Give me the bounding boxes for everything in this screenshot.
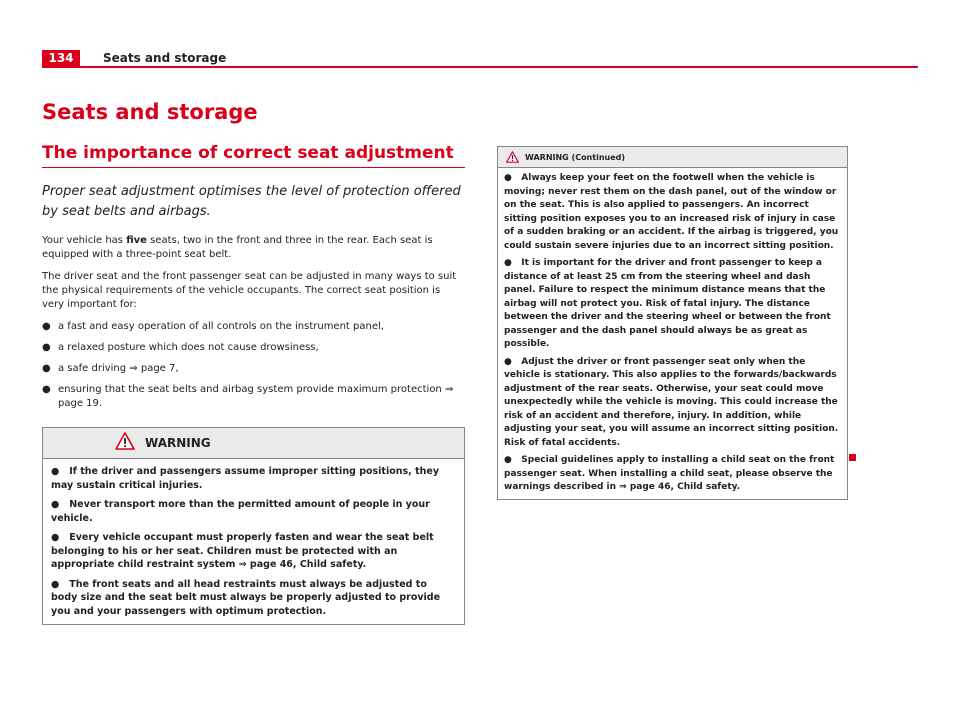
bullet-icon: ● xyxy=(51,578,60,590)
warning-item xyxy=(504,454,841,495)
warning-text: Every vehicle occupant must properly fasten and wear the seat belt belonging to his or her seat. Children must be protected with an appropriate child restraint system ⇒ page 46, Child safety. xyxy=(51,532,434,570)
warning-text: It is important for the driver and front passenger to keep a distance of at least 25 cm from the steering wheel and dash panel. Failure to respect the minimum distance means that the airbag will not protect you. Risk of fatal injury. The distance between the driver and the steering wheel or between the front passenger and the dash panel should always be as great as possible. xyxy=(504,258,831,349)
warning-item xyxy=(51,465,456,492)
warning-text: Always keep your feet on the footwell when the vehicle is moving; never rest them on the dash panel, out of the window or on the seat. This is also applied to passengers. An incorrect sitting position exposes you to an increased risk of injury in case of a sudden braking or an accident. If the airbag is triggered, you could sustain severe injuries due to an incorrect sitting position. xyxy=(504,173,839,251)
warning-item xyxy=(51,498,456,525)
list-item xyxy=(42,383,465,411)
bullet-text: a safe driving ⇒ page 7, xyxy=(58,363,179,374)
right-column xyxy=(497,146,846,500)
running-title: Seats and storage xyxy=(103,51,227,65)
intro-prefix: Your vehicle has xyxy=(42,235,127,246)
warning-item xyxy=(504,172,841,253)
intro-bold: five xyxy=(126,235,147,246)
end-of-section-icon xyxy=(849,454,856,461)
header-rule xyxy=(42,66,918,68)
list-item xyxy=(42,341,465,355)
bullet-icon: ● xyxy=(504,258,512,268)
warning-continued-box xyxy=(497,146,848,500)
section-subtitle: Proper seat adjustment optimises the level of protection offered by seat belts and airbags. xyxy=(42,184,461,219)
warning-box xyxy=(42,427,465,625)
bullet-text: a fast and easy operation of all controls on the instrument panel, xyxy=(58,321,384,332)
warning-continued-label: WARNING (Continued) xyxy=(525,152,626,162)
bullet-text: a relaxed posture which does not cause drowsiness, xyxy=(58,342,319,353)
bullet-icon: ● xyxy=(42,321,51,332)
section-title: The importance of correct seat adjustment xyxy=(42,143,465,168)
bullet-icon: ● xyxy=(51,499,60,510)
bullet-text: ensuring that the seat belts and airbag system provide maximum protection ⇒ page 19. xyxy=(58,384,454,409)
bullet-icon: ● xyxy=(504,356,512,367)
warning-text: Never transport more than the permitted amount of people in your vehicle. xyxy=(51,499,430,524)
list-item xyxy=(42,320,465,334)
chapter-title: Seats and storage xyxy=(42,100,258,124)
warning-triangle-icon xyxy=(115,432,135,454)
bullet-icon: ● xyxy=(51,466,60,477)
warning-item xyxy=(504,257,841,352)
warning-header xyxy=(43,428,464,459)
warning-label: WARNING xyxy=(145,436,211,450)
intro-paragraph xyxy=(42,234,465,262)
bullet-icon: ● xyxy=(51,532,60,543)
warning-text: Special guidelines apply to installing a child seat on the front passenger seat. When installing a child seat, please observe the warnings described in ⇒ page 46, Child safety. xyxy=(504,455,835,492)
bullet-list xyxy=(42,320,465,411)
warning-item xyxy=(51,531,456,572)
intro-suffix: seats, two in the front and three in the rear. Each seat is equipped with a three-point seat belt. xyxy=(42,235,433,260)
page-number: 134 xyxy=(42,50,80,66)
bullet-icon: ● xyxy=(504,173,512,183)
warning-item xyxy=(51,578,456,619)
left-column xyxy=(42,143,465,625)
warning-continued-body xyxy=(498,168,847,499)
list-item xyxy=(42,362,465,376)
body-paragraph: The driver seat and the front passenger seat can be adjusted in many ways to suit the physical requirements of the vehicle occupants. The correct seat position is very important for: xyxy=(42,271,457,310)
bullet-icon: ● xyxy=(42,342,51,353)
bullet-icon: ● xyxy=(42,363,51,374)
warning-text: If the driver and passengers assume improper sitting positions, they may sustain critical injuries. xyxy=(51,466,440,491)
bullet-icon: ● xyxy=(504,455,512,465)
warning-body xyxy=(43,459,464,624)
warning-item xyxy=(504,356,841,451)
warning-continued-header xyxy=(498,147,847,168)
warning-text: The front seats and all head restraints must always be adjusted to body size and the seat belt must always be properly adjusted to provide you and your passengers with optimum protection. xyxy=(51,578,441,617)
warning-text: Adjust the driver or front passenger seat only when the vehicle is stationary. This also applies to the forwards/backwards adjustment of the rear seats. Otherwise, your seat could move unexpectedly while the vehicle is moving. This could increase the risk of an accident and therefore, injury. In addition, while adjusting your seat, you will assume an incorrect sitting position. Risk of fatal accidents. xyxy=(504,356,839,448)
warning-triangle-icon xyxy=(506,148,519,167)
bullet-icon: ● xyxy=(42,384,51,395)
